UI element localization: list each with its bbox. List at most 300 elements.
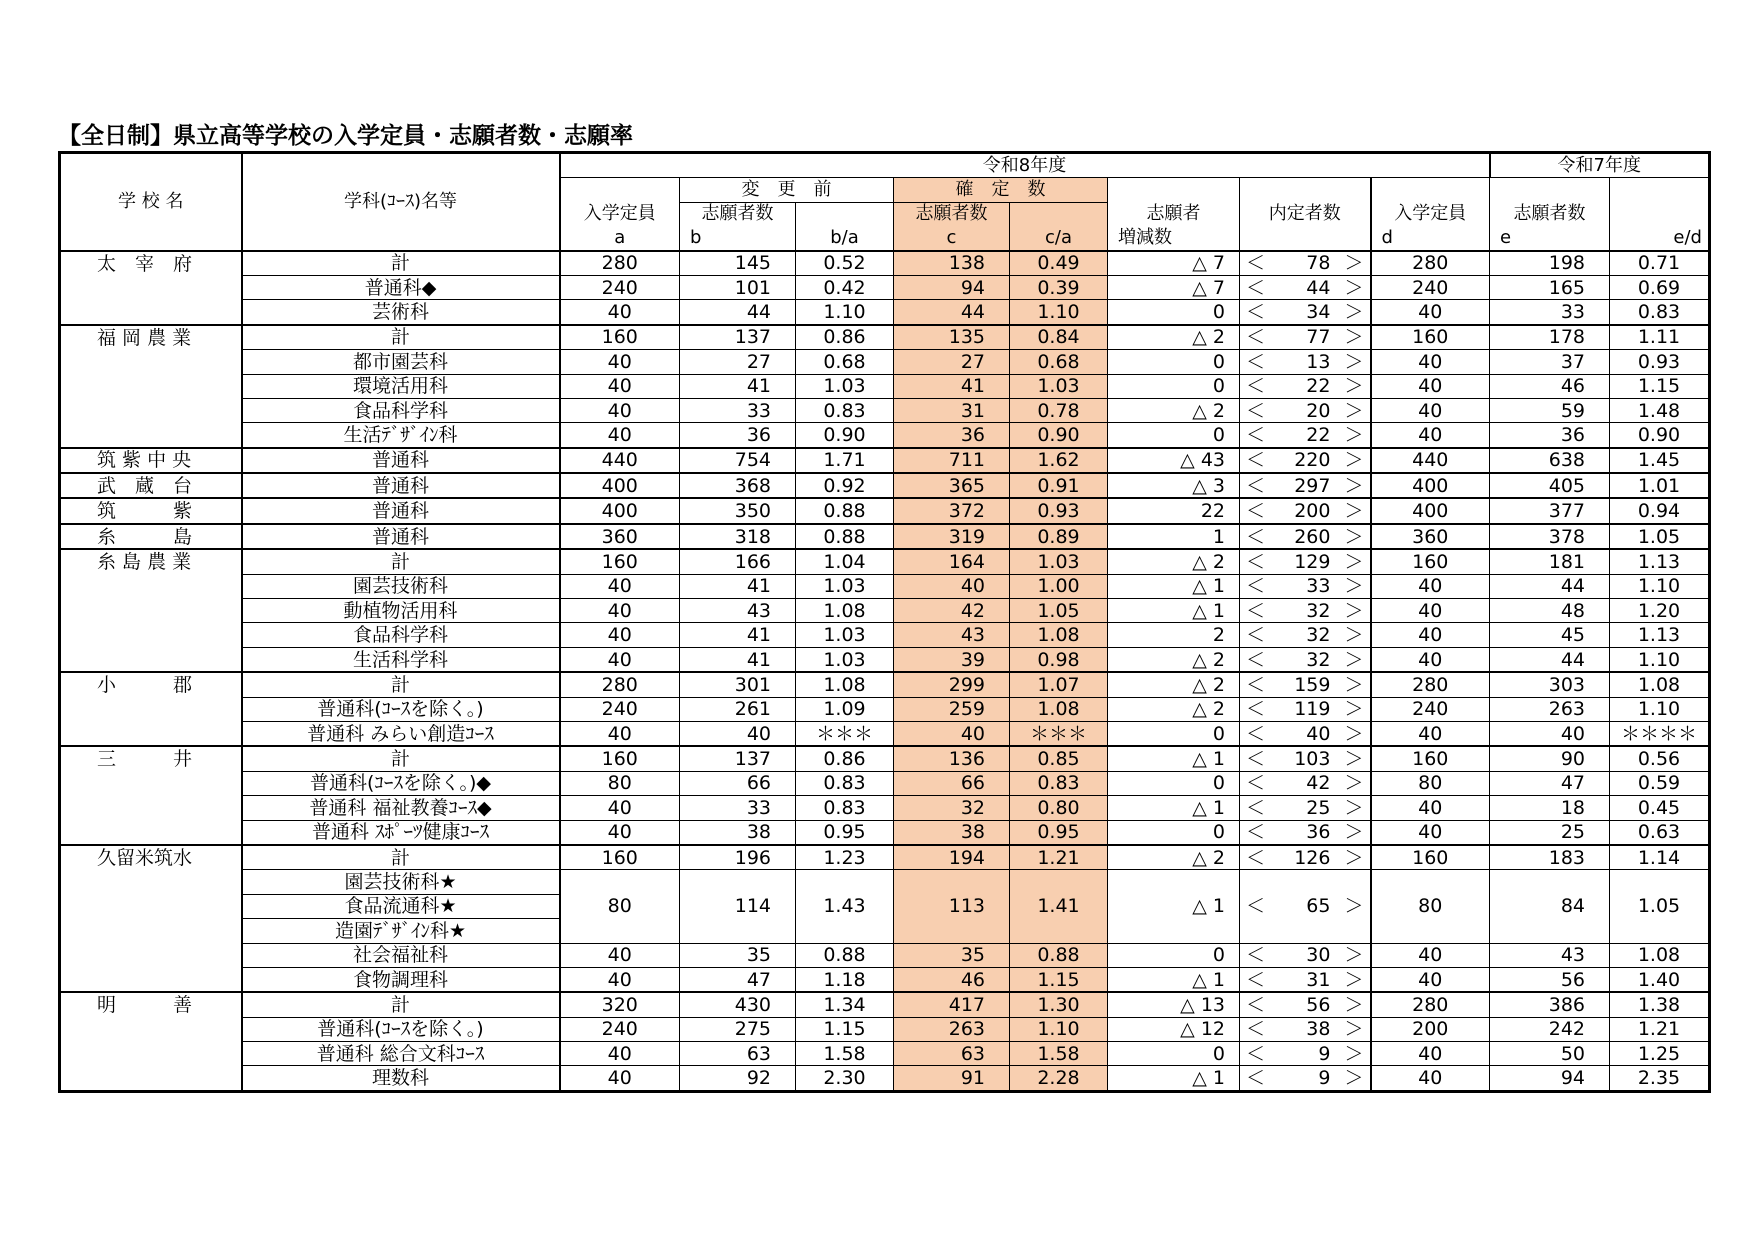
cell-ba: 2.30 [796, 1066, 894, 1091]
cell-b: 196 [680, 845, 796, 870]
cell-d: 160 [1371, 325, 1490, 350]
cell-ed: 1.01 [1610, 473, 1710, 498]
school-name [60, 423, 242, 448]
cell-c: 63 [894, 1042, 1010, 1066]
table-row [60, 398, 1710, 422]
naitei-value: 119 [1294, 698, 1331, 721]
cell-c: 38 [894, 820, 1010, 845]
naitei-cell [1240, 350, 1371, 374]
cell-ba: 0.88 [796, 943, 894, 967]
table-row [60, 448, 1710, 473]
cell-c: 299 [894, 672, 1010, 697]
header-year-current: 令和8年度 [560, 153, 1490, 178]
bracket-open: ＜ [1246, 895, 1266, 918]
cell-ba: 0.95 [796, 820, 894, 845]
dept-name: 芸術科 [242, 300, 560, 325]
header-capacity-prev: 入学定員 [1371, 202, 1490, 226]
cell-diff: 0 [1108, 374, 1240, 398]
cell-d: 240 [1371, 275, 1490, 299]
cell-ca: 1.62 [1010, 448, 1108, 473]
cell-diff: 0 [1108, 350, 1240, 374]
enrollment-table [58, 151, 1711, 1093]
cell-ba: 1.18 [796, 967, 894, 992]
cell-e: 46 [1490, 374, 1610, 398]
cell-c: 46 [894, 967, 1010, 992]
naitei-value: 103 [1294, 748, 1331, 771]
bracket-open: ＜ [1246, 772, 1266, 795]
cell-e: 178 [1490, 325, 1610, 350]
cell-c: 40 [894, 721, 1010, 746]
cell-diff: △ 7 [1108, 251, 1240, 276]
table-row [60, 992, 1710, 1017]
cell-b: 47 [680, 967, 796, 992]
cell-ca: 0.90 [1010, 423, 1108, 448]
cell-b: 145 [680, 251, 796, 276]
cell-b: 275 [680, 1017, 796, 1041]
cell-a: 240 [560, 275, 680, 299]
cell-a: 240 [560, 697, 680, 721]
naitei-value: 22 [1306, 375, 1331, 398]
school-name [60, 919, 242, 943]
bracket-close: ＞ [1344, 599, 1364, 622]
cell-b: 35 [680, 943, 796, 967]
bracket-close: ＞ [1344, 748, 1364, 771]
cell-c: 44 [894, 300, 1010, 325]
dept-name: 計 [242, 672, 560, 697]
cell-ba: 0.88 [796, 498, 894, 523]
cell-ca: 0.88 [1010, 943, 1108, 967]
cell-ed: 2.35 [1610, 1066, 1710, 1091]
cell-e: 50 [1490, 1042, 1610, 1066]
cell-a: 40 [560, 574, 680, 598]
cell-ba: 1.03 [796, 374, 894, 398]
dept-name: 生活科学科 [242, 647, 560, 672]
cell-b: 101 [680, 275, 796, 299]
cell-b: 430 [680, 992, 796, 1017]
cell-ed: 0.63 [1610, 820, 1710, 845]
cell-d: 160 [1371, 549, 1490, 574]
cell-ca: 0.68 [1010, 350, 1108, 374]
school-name: 三 井 [60, 746, 242, 771]
cell-ca: 1.15 [1010, 967, 1108, 992]
naitei-cell [1240, 796, 1371, 820]
table-row [60, 943, 1710, 967]
cell-c: 31 [894, 398, 1010, 422]
naitei-value: 56 [1306, 993, 1331, 1016]
cell-ed: 1.14 [1610, 845, 1710, 870]
school-name: 久留米筑水 [60, 845, 242, 870]
dept-name: 普通科 総合文科ｺｰｽ [242, 1042, 560, 1066]
cell-ed: 1.38 [1610, 992, 1710, 1017]
header-confirmed: 確 定 数 [894, 178, 1108, 202]
header-e: e [1490, 226, 1610, 250]
cell-diff: △ 2 [1108, 697, 1240, 721]
cell-ca: 0.91 [1010, 473, 1108, 498]
naitei-value: 33 [1306, 575, 1331, 598]
cell-diff: 0 [1108, 423, 1240, 448]
naitei-cell [1240, 647, 1371, 672]
cell-e: 36 [1490, 423, 1610, 448]
header-a: a [560, 226, 680, 250]
cell-c: 43 [894, 623, 1010, 647]
bracket-close: ＞ [1344, 1067, 1364, 1090]
cell-ca: 1.05 [1010, 599, 1108, 623]
cell-d: 40 [1371, 423, 1490, 448]
naitei-cell [1240, 325, 1371, 350]
cell-e: 44 [1490, 647, 1610, 672]
cell-c: 94 [894, 275, 1010, 299]
cell-ed: 1.25 [1610, 1042, 1710, 1066]
cell-b: 261 [680, 697, 796, 721]
naitei-cell [1240, 549, 1371, 574]
cell-ca: 1.41 [1010, 870, 1108, 943]
cell-e: 59 [1490, 398, 1610, 422]
cell-ba: 0.83 [796, 771, 894, 795]
table-row [60, 870, 1710, 894]
cell-c: 319 [894, 524, 1010, 549]
cell-e: 165 [1490, 275, 1610, 299]
naitei-value: 9 [1318, 1067, 1331, 1090]
naitei-value: 44 [1306, 276, 1331, 299]
cell-b: 368 [680, 473, 796, 498]
bracket-open: ＜ [1246, 423, 1266, 446]
bracket-open: ＜ [1246, 252, 1266, 275]
cell-ba: 1.23 [796, 845, 894, 870]
school-name [60, 967, 242, 992]
cell-c: 194 [894, 845, 1010, 870]
cell-ba: 1.15 [796, 1017, 894, 1041]
naitei-cell [1240, 473, 1371, 498]
cell-c: 135 [894, 325, 1010, 350]
header-ed: e/d [1610, 226, 1710, 250]
header-applicants-prev: 志願者数 [1490, 202, 1610, 226]
cell-b: 33 [680, 796, 796, 820]
school-name [60, 574, 242, 598]
bracket-open: ＜ [1246, 575, 1266, 598]
cell-e: 263 [1490, 697, 1610, 721]
cell-diff: 0 [1108, 1042, 1240, 1066]
school-name [60, 943, 242, 967]
naitei-value: 159 [1294, 673, 1331, 696]
table-row [60, 275, 1710, 299]
bracket-close: ＞ [1344, 648, 1364, 671]
cell-ca: 1.07 [1010, 672, 1108, 697]
school-name [60, 1017, 242, 1041]
bracket-close: ＞ [1344, 252, 1364, 275]
cell-ba: 1.43 [796, 870, 894, 943]
cell-b: 33 [680, 398, 796, 422]
cell-ed: 0.71 [1610, 251, 1710, 276]
header-applicants-b: 志願者数 [680, 202, 796, 226]
cell-ed: 1.13 [1610, 623, 1710, 647]
cell-e: 40 [1490, 721, 1610, 746]
dept-name: 普通科 [242, 473, 560, 498]
cell-b: 114 [680, 870, 796, 943]
bracket-open: ＜ [1246, 796, 1266, 819]
cell-diff: 0 [1108, 820, 1240, 845]
cell-ed: 1.13 [1610, 549, 1710, 574]
table-header [60, 153, 1710, 251]
naitei-value: 42 [1306, 772, 1331, 795]
bracket-open: ＜ [1246, 821, 1266, 844]
cell-ca: 1.03 [1010, 549, 1108, 574]
bracket-close: ＞ [1344, 500, 1364, 523]
naitei-value: 129 [1294, 550, 1331, 573]
cell-e: 47 [1490, 771, 1610, 795]
dept-name: 普通科(ｺｰｽを除く。) [242, 697, 560, 721]
cell-diff: △ 12 [1108, 1017, 1240, 1041]
school-name [60, 300, 242, 325]
cell-ca: 1.00 [1010, 574, 1108, 598]
school-name [60, 870, 242, 894]
bracket-open: ＜ [1246, 624, 1266, 647]
dept-name: 動植物活用科 [242, 599, 560, 623]
cell-ed: 1.05 [1610, 524, 1710, 549]
cell-a: 40 [560, 820, 680, 845]
cell-b: 44 [680, 300, 796, 325]
naitei-cell [1240, 943, 1371, 967]
cell-c: 39 [894, 647, 1010, 672]
cell-ba: ＊＊＊ [796, 721, 894, 746]
cell-ba: 0.68 [796, 350, 894, 374]
cell-b: 301 [680, 672, 796, 697]
dept-name: 普通科 みらい創造ｺｰｽ [242, 721, 560, 746]
naitei-cell [1240, 1042, 1371, 1066]
cell-ba: 0.86 [796, 325, 894, 350]
cell-diff: △ 2 [1108, 398, 1240, 422]
naitei-cell [1240, 623, 1371, 647]
cell-ed: 0.90 [1610, 423, 1710, 448]
naitei-value: 36 [1306, 821, 1331, 844]
cell-e: 90 [1490, 746, 1610, 771]
header-capacity: 入学定員 [560, 202, 680, 226]
cell-b: 27 [680, 350, 796, 374]
cell-d: 40 [1371, 623, 1490, 647]
cell-diff: △ 2 [1108, 672, 1240, 697]
cell-ed: 0.83 [1610, 300, 1710, 325]
cell-ca: 0.78 [1010, 398, 1108, 422]
cell-ba: 1.09 [796, 697, 894, 721]
bracket-close: ＞ [1344, 698, 1364, 721]
cell-d: 400 [1371, 473, 1490, 498]
school-name: 明 善 [60, 992, 242, 1017]
cell-a: 400 [560, 473, 680, 498]
cell-ed: 1.15 [1610, 374, 1710, 398]
cell-ca: 1.21 [1010, 845, 1108, 870]
cell-d: 280 [1371, 992, 1490, 1017]
cell-b: 40 [680, 721, 796, 746]
cell-diff: 0 [1108, 771, 1240, 795]
table-row [60, 423, 1710, 448]
cell-a: 40 [560, 647, 680, 672]
bracket-close: ＞ [1344, 944, 1364, 967]
cell-ba: 0.42 [796, 275, 894, 299]
table-row [60, 967, 1710, 992]
cell-ba: 0.92 [796, 473, 894, 498]
cell-ba: 0.83 [796, 398, 894, 422]
cell-a: 40 [560, 398, 680, 422]
cell-e: 378 [1490, 524, 1610, 549]
cell-d: 40 [1371, 721, 1490, 746]
cell-ba: 1.04 [796, 549, 894, 574]
header-b: b [680, 226, 796, 250]
school-name [60, 771, 242, 795]
cell-c: 417 [894, 992, 1010, 1017]
cell-ba: 1.10 [796, 300, 894, 325]
cell-d: 240 [1371, 697, 1490, 721]
cell-e: 94 [1490, 1066, 1610, 1091]
naitei-value: 20 [1306, 399, 1331, 422]
naitei-value: 297 [1294, 474, 1331, 497]
cell-c: 36 [894, 423, 1010, 448]
dept-name: 計 [242, 325, 560, 350]
cell-ca: 0.85 [1010, 746, 1108, 771]
cell-ed: 1.08 [1610, 672, 1710, 697]
table-row [60, 647, 1710, 672]
cell-diff: △ 13 [1108, 992, 1240, 1017]
cell-a: 40 [560, 1066, 680, 1091]
cell-e: 44 [1490, 574, 1610, 598]
naitei-value: 9 [1318, 1042, 1331, 1065]
dept-name: 造園ﾃﾞｻﾞｲﾝ科★ [242, 919, 560, 943]
school-name [60, 894, 242, 918]
cell-a: 40 [560, 623, 680, 647]
bracket-close: ＞ [1344, 796, 1364, 819]
cell-ed: 0.93 [1610, 350, 1710, 374]
bracket-close: ＞ [1344, 722, 1364, 745]
cell-diff: △ 1 [1108, 746, 1240, 771]
bracket-open: ＜ [1246, 525, 1266, 548]
bracket-close: ＞ [1344, 821, 1364, 844]
naitei-cell [1240, 1017, 1371, 1041]
cell-ba: 1.08 [796, 672, 894, 697]
bracket-close: ＞ [1344, 350, 1364, 373]
cell-b: 43 [680, 599, 796, 623]
cell-c: 711 [894, 448, 1010, 473]
cell-ed: 1.10 [1610, 647, 1710, 672]
naitei-value: 260 [1294, 525, 1331, 548]
cell-ca: 2.28 [1010, 1066, 1108, 1091]
cell-c: 138 [894, 251, 1010, 276]
dept-name: 計 [242, 549, 560, 574]
naitei-cell [1240, 448, 1371, 473]
header-d: d [1371, 226, 1490, 250]
bracket-open: ＜ [1246, 599, 1266, 622]
cell-a: 440 [560, 448, 680, 473]
cell-diff: △ 43 [1108, 448, 1240, 473]
header-dept: 学科(ｺｰｽ)名等 [242, 153, 560, 251]
table-row [60, 697, 1710, 721]
cell-a: 80 [560, 870, 680, 943]
table-row [60, 1066, 1710, 1091]
cell-ca: 1.08 [1010, 697, 1108, 721]
bracket-close: ＞ [1344, 1042, 1364, 1065]
cell-d: 280 [1371, 251, 1490, 276]
naitei-value: 78 [1306, 252, 1331, 275]
cell-c: 91 [894, 1066, 1010, 1091]
document-title: 【全日制】県立高等学校の入学定員・志願者数・志願率 [58, 123, 633, 149]
dept-name: 環境活用科 [242, 374, 560, 398]
cell-diff: △ 2 [1108, 647, 1240, 672]
header-school: 学 校 名 [60, 153, 242, 251]
bracket-open: ＜ [1246, 550, 1266, 573]
cell-ed: 1.21 [1610, 1017, 1710, 1041]
cell-a: 40 [560, 300, 680, 325]
cell-a: 80 [560, 771, 680, 795]
cell-a: 40 [560, 721, 680, 746]
cell-ed: 1.40 [1610, 967, 1710, 992]
cell-diff: △ 1 [1108, 1066, 1240, 1091]
cell-diff: 0 [1108, 300, 1240, 325]
naitei-cell [1240, 992, 1371, 1017]
school-name [60, 820, 242, 845]
cell-e: 84 [1490, 870, 1610, 943]
cell-e: 18 [1490, 796, 1610, 820]
dept-name: 普通科◆ [242, 275, 560, 299]
header-ba: b/a [796, 226, 894, 250]
bracket-close: ＞ [1344, 895, 1364, 918]
header-year-prev: 令和7年度 [1490, 153, 1710, 178]
cell-a: 280 [560, 251, 680, 276]
table-row [60, 820, 1710, 845]
school-name [60, 1066, 242, 1091]
dept-name: 園芸技術科 [242, 574, 560, 598]
naitei-cell [1240, 524, 1371, 549]
cell-d: 40 [1371, 350, 1490, 374]
bracket-close: ＞ [1344, 474, 1364, 497]
cell-c: 41 [894, 374, 1010, 398]
header-ca: c/a [1010, 226, 1108, 250]
dept-name: 計 [242, 251, 560, 276]
cell-c: 372 [894, 498, 1010, 523]
naitei-cell [1240, 1066, 1371, 1091]
naitei-cell [1240, 599, 1371, 623]
naitei-value: 32 [1306, 599, 1331, 622]
naitei-cell [1240, 771, 1371, 795]
table-row [60, 721, 1710, 746]
cell-e: 183 [1490, 845, 1610, 870]
school-name: 小 郡 [60, 672, 242, 697]
cell-diff: △ 3 [1108, 473, 1240, 498]
cell-diff: △ 2 [1108, 325, 1240, 350]
cell-ca: 0.83 [1010, 771, 1108, 795]
bracket-open: ＜ [1246, 350, 1266, 373]
cell-diff: △ 2 [1108, 549, 1240, 574]
cell-d: 80 [1371, 870, 1490, 943]
cell-ca: 0.39 [1010, 275, 1108, 299]
bracket-close: ＞ [1344, 772, 1364, 795]
cell-ba: 1.03 [796, 574, 894, 598]
cell-ed: 0.94 [1610, 498, 1710, 523]
cell-e: 48 [1490, 599, 1610, 623]
naitei-cell [1240, 721, 1371, 746]
school-name: 筑 紫 [60, 498, 242, 523]
dept-name: 社会福祉科 [242, 943, 560, 967]
cell-ba: 0.88 [796, 524, 894, 549]
cell-ca: 1.10 [1010, 1017, 1108, 1041]
cell-diff: 22 [1108, 498, 1240, 523]
cell-a: 40 [560, 423, 680, 448]
bracket-close: ＞ [1344, 301, 1364, 324]
table-row [60, 1042, 1710, 1066]
school-name: 福 岡 農 業 [60, 325, 242, 350]
cell-d: 40 [1371, 647, 1490, 672]
cell-d: 40 [1371, 398, 1490, 422]
cell-d: 160 [1371, 845, 1490, 870]
school-name [60, 796, 242, 820]
cell-c: 40 [894, 574, 1010, 598]
cell-ca: 1.10 [1010, 300, 1108, 325]
